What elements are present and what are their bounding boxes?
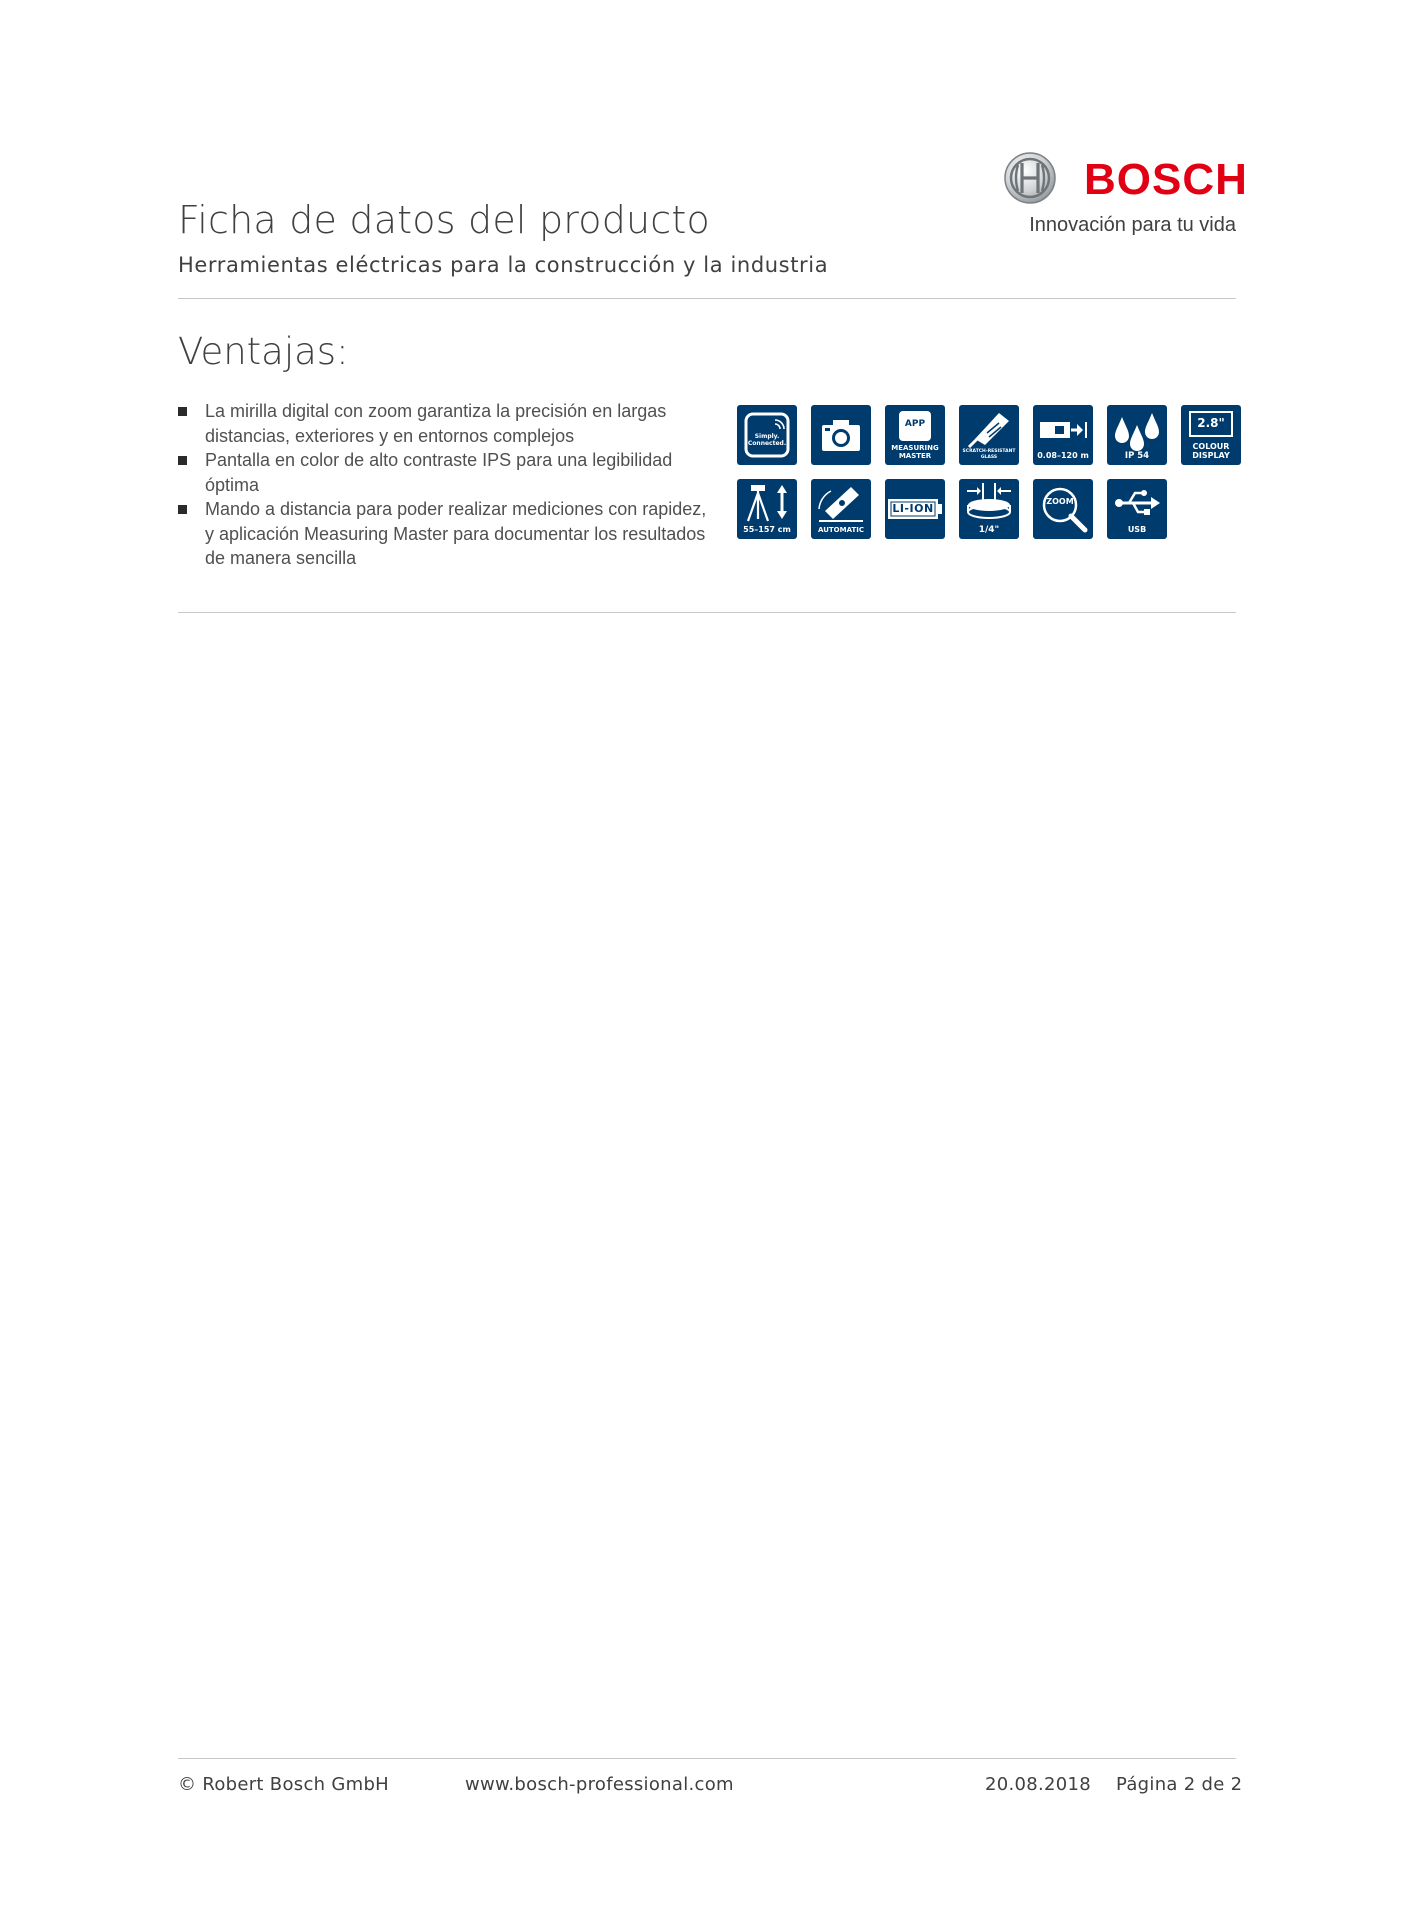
ip54-icon: IP 54 (1107, 405, 1167, 465)
li-ion-icon: LI-ION (885, 479, 945, 539)
section-heading: Ventajas: (178, 330, 349, 373)
footer-page-number: Página 2 de 2 (1116, 1774, 1243, 1795)
list-item (178, 399, 718, 448)
simply-connected-icon: Simply. Connected. (737, 405, 797, 465)
list-item (178, 448, 718, 497)
automatic-level-icon: AUTOMATIC (811, 479, 871, 539)
benefit-text: La mirilla digital con zoom garantiza la precisión en largas distancias, exteriores y en entornos complejos (205, 401, 667, 446)
thread-icon: 1/4" (959, 479, 1019, 539)
footer-date: 20.08.2018 (985, 1774, 1092, 1795)
bullet-icon (178, 505, 187, 514)
tripod-icon: 55–157 cm (737, 479, 797, 539)
bullet-icon (178, 407, 187, 416)
header-divider (178, 298, 1236, 299)
brand-tagline: Innovación para tu vida (1029, 214, 1236, 236)
scratch-resistant-glass-icon: SCRATCH-RESISTANT GLASS (959, 405, 1019, 465)
list-item (178, 497, 718, 571)
footer-website[interactable]: www.bosch-professional.com (465, 1774, 734, 1795)
bosch-armature-icon (1004, 152, 1056, 204)
footer-copyright: © Robert Bosch GmbH (178, 1774, 390, 1795)
benefits-list (178, 399, 718, 571)
benefit-text: Mando a distancia para poder realizar mediciones con rapidez, y aplicación Measuring Master para documentar los resultados de manera sencilla (205, 499, 707, 568)
bosch-logo (1004, 152, 1248, 210)
zoom-icon: ZOOM (1033, 479, 1093, 539)
range-icon: 0.08–120 m (1033, 405, 1093, 465)
brand-name: BOSCH (1084, 155, 1248, 204)
footer-divider (178, 1758, 1236, 1759)
page-title: Ficha de datos del producto (178, 198, 710, 242)
colour-display-icon: 2.8" COLOUR DISPLAY (1181, 405, 1241, 465)
section-divider (178, 612, 1236, 613)
benefit-text: Pantalla en color de alto contraste IPS para una legibilidad óptima (205, 450, 673, 495)
usb-icon: USB (1107, 479, 1167, 539)
camera-icon (811, 405, 871, 465)
bullet-icon (178, 456, 187, 465)
page-subtitle: Herramientas eléctricas para la construcción y la industria (178, 253, 829, 277)
app-icon: APP MEASURING MASTER (885, 405, 945, 465)
